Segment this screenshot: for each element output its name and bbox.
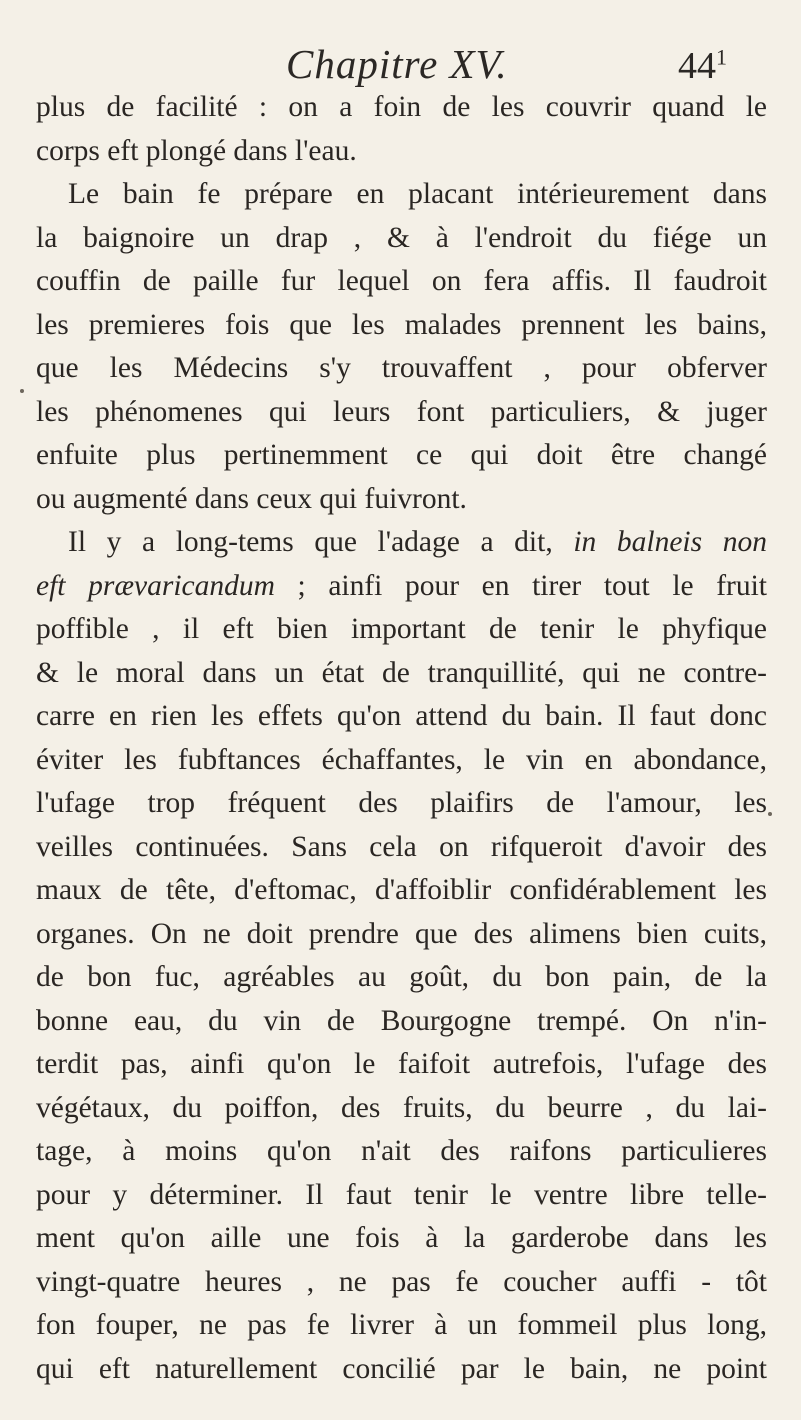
text-line: fon fouper, ne pas fe livrer à un fommeil plus long, [36,1309,767,1341]
text-line: organes. On ne doit prendre que des alimens bien cuits, [36,917,767,950]
text-line: ou augmenté dans ceux qui fuivront. [36,482,467,515]
text-line: de bon fuc, agréables au goût, du bon pain, de la [36,961,767,993]
text-line [36,565,767,609]
text-line: Le bain fe prépare en placant intérieurement dans [68,178,767,210]
text-line: maux de tête, d'eftomac, d'affoiblir confidérablement les [36,874,767,906]
text-line: terdit pas, ainfi qu'on le faifoit autrefois, l'ufage des [36,1048,767,1080]
text-line: les premieres fois que les malades prennent les bains, [36,308,767,341]
text-line: qui eft naturellement concilié par le bain, ne point [36,1352,767,1385]
text-line: plus de facilité : on a foin de les couvrir quand le [36,91,767,123]
body-text [36,86,767,1391]
text-line: enfuite plus pertinemment ce qui doit être changé [36,439,767,471]
text-segment: ; ainfi pour en tirer tout le fruit [274,569,768,602]
text-line: éviter les fubftances échaffantes, le vin en abondance, [36,743,767,776]
text-line: couffin de paille fur lequel on fera affis. Il faudroit [36,265,767,297]
text-line: veilles continuées. Sans cela on rifqueroit d'avoir des [36,830,767,863]
page-number [678,44,727,88]
text-line: & le moral dans un état de tranquillité, qui ne contre- [36,656,767,689]
text-line [36,521,767,565]
text-line: poffible , il eft bien important de tenir le phyfique [36,613,767,645]
text-line: végétaux, du poiffon, des fruits, du beurre , du lai- [36,1091,767,1124]
page-number-superscript: 1 [716,44,727,70]
text-line: vingt-quatre heures , ne pas fe coucher auffi - tôt [36,1265,767,1298]
text-segment: Il y a long-tems que l'adage a dit, [68,526,574,558]
page-header [36,40,765,92]
text-line: les phénomenes qui leurs font particuliers, & juger [36,395,767,428]
text-line: que les Médecins s'y trouvaffent , pour obferver [36,352,767,384]
text-line: pour y déterminer. Il faut tenir le ventre libre telle- [36,1178,767,1211]
italic-latin-phrase: in balneis non [573,526,767,558]
italic-latin-phrase: eft prævaricandum [36,569,275,602]
text-line: la baignoire un drap , & à l'endroit du fiége un [36,221,767,254]
text-line: l'ufage trop fréquent des plaifirs de l'amour, les [36,787,767,819]
running-title: Chapitre XV. [286,41,508,87]
margin-speck [768,812,772,816]
page-number-main: 44 [678,45,716,87]
text-line: bonne eau, du vin de Bourgogne trempé. On n'in- [36,1004,767,1037]
text-line: ment qu'on aille une fois à la garderobe dans les [36,1222,767,1254]
text-line: tage, à moins qu'on n'ait des raifons particulieres [36,1135,767,1167]
margin-speck [20,389,24,393]
text-line: corps eft plongé dans l'eau. [36,134,357,167]
text-line: carre en rien les effets qu'on attend du bain. Il faut donc [36,700,767,732]
